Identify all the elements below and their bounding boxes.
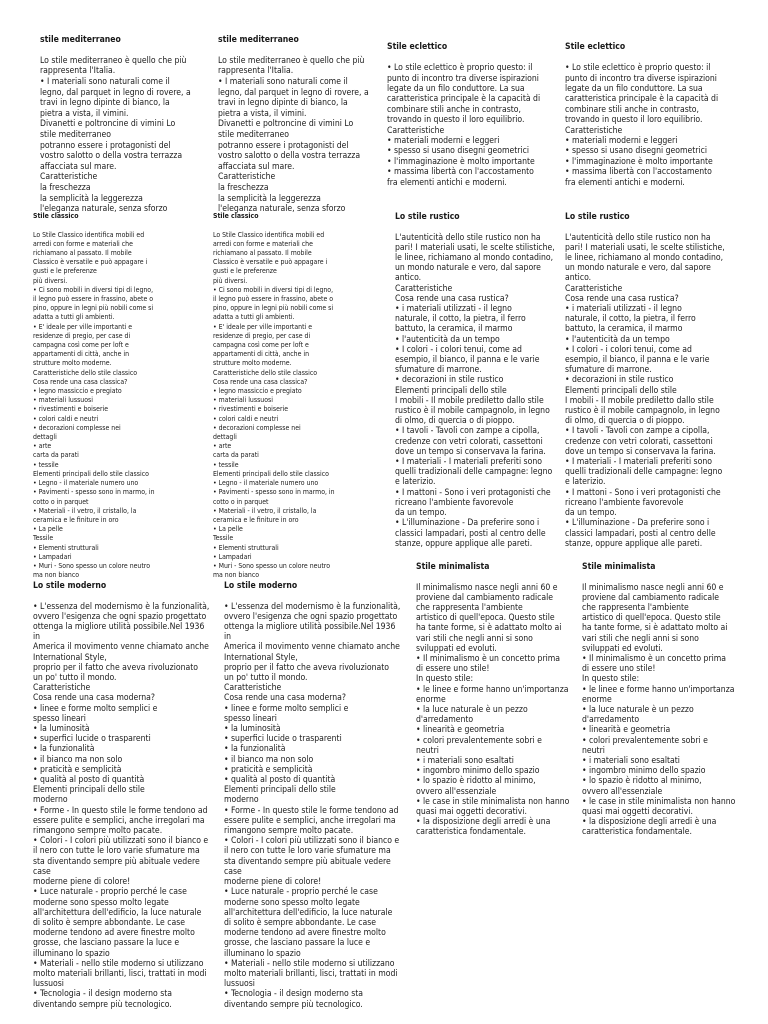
eclettico-text: • Lo stile eclettico è proprio questo: il punto di incontro tra diverse ispirazioni legate da un filo conduttore. La sua caratteristica principale è la capacità di combinare stili anche in contrasto, trovando in questo il loro equilibrio. Caratteristiche • materiali moderni e leggeri • spesso si usano disegni geometrici • l'immaginazione è molto importante • massima libertà con l'accostamento fra elementi antichi e moderni.	[387, 63, 541, 188]
minimalista-block-left	[416, 552, 586, 848]
moderno-text: • L'essenza del modernismo è la funzionalità, ovvero l'esigenza che ogni spazio progettato ottenga la migliore utilità possibile.Nel 1936 in America il movimento venne chiamato anche International Style, proprio per il fatto che aveva rivoluzionato un po' tutto il mondo. Caratteristiche Cosa rende una casa moderna? • linee e forme molto semplici e spesso lineari • la luminosità • superfici lucide o trasparenti • la funzionalità • il bianco ma non solo • praticità e semplicità • qualità al posto di quantità Elementi principali dello stile moderno • Forme - In questo stile le forme tendono ad essere pulite e semplici, anche irregolari ma rimangono sempre molto pacate. • Colori - I colori più utilizzati sono il bianco e il nero con tutte le loro varie sfumature ma sta diventando sempre più abituale vedere case moderne piene di colore! • Luce naturale - proprio perché le case moderne sono spesso molto legate all'architettura dell'edificio, la luce naturale di solito è sempre abbondante. Le case moderne tendono ad avere finestre molto grosse, che lasciano passare la luce e illuminano lo spazio • Materiali - nello stile moderno si utilizzano molto materiali brillanti, lisci, trattati in modi lussuosi • Tecnologia - il design moderno sta diventando sempre più tecnologico.	[224, 601, 401, 1010]
mediterraneo-text: Lo stile mediterraneo è quello che più rappresenta l'Italia. • I materiali sono naturali come il legno, dal parquet in legno di rovere, a travi in legno dipinte di bianco, la pietra a vista, il vimini. Divanetti e poltroncine di vimini Lo stile mediterraneo potranno essere i protagonisti del vostro salotto o della vostra terrazza affacciata sul mare. Caratteristiche la freschezza la semplicità la leggerezza l'eleganza naturale, senza sforzo	[40, 55, 191, 215]
moderno-block-right	[224, 571, 409, 1020]
eclettico-block-right	[565, 32, 745, 199]
rustico-title: Lo stile rustico	[565, 212, 630, 223]
moderno-title: Lo stile moderno	[33, 581, 107, 592]
moderno-block-left	[33, 571, 218, 1020]
rustico-text: L'autenticità dello stile rustico non ha pari! I materiali usati, le scelte stilistiche, le linee, richiamano al mondo contadino, un mondo naturale e vero, dal sapore antico. Caratteristiche Cosa rende una casa rustica? • i materiali utilizzati - il legno naturale, il cotto, la pietra, il ferro battuto, la ceramica, il marmo • l'autenticità da un tempo • I colori - i colori tenui, come ad esempio, il bianco, il panna e le varie sfumature di marrone. • decorazioni in stile rustico Elementi principali dello stile I mobili - Il mobile prediletto dallo stile rustico è il mobile campagnolo, in legno di olmo, di quercia o di pioppo. • I tavoli - Tavoli con zampe a cipolla, credenze con vetri colorati, cassettoni dove un tempo si conservava la farina. • I materiali - I materiali preferiti sono quelli tradizionali delle campagne: legno e laterizio. • I mattoni - Sono i veri protagonisti che ricreano l'ambiente favorevole da un tempo. • L'illuminazione - Da preferire sono i classici lampadari, posti al centro delle stanze, oppure applique alle pareti.	[565, 232, 725, 549]
rustico-title: Lo stile rustico	[395, 212, 460, 223]
minimalista-text: Il minimalismo nasce negli anni 60 e proviene dal cambiamento radicale che rappresenta l'ambiente artistico di quell'epoca. Questo stile ha tante forme, si è adattato molto ai vari stili che negli anni si sono sviluppati ed evoluti. • Il minimalismo è un concetto prima di essere uno stile! In questo stile: • le linee e forme hanno un'importanza enorme • la luce naturale è un pezzo d'arredamento • linearità e geometria • colori prevalentemente sobri e neutri • i materiali sono esaltati • ingombro minimo dello spazio • lo spazio è ridotto al minimo, ovvero all'essenziale • le case in stile minimalista non hanno quasi mai oggetti decorativi. • la disposizione degli arredi è una caratteristica fondamentale.	[416, 582, 570, 838]
minimalista-title: Stile minimalista	[416, 562, 490, 573]
moderno-title: Lo stile moderno	[224, 581, 298, 592]
mediterraneo-title: stile mediterraneo	[218, 34, 299, 45]
classico-block-right	[213, 203, 388, 590]
mediterraneo-block-left	[40, 24, 215, 225]
classico-text: Lo Stile Classico identifica mobili ed arredi con forme e materiali che richiamano al passato. Il mobile Classico è versatile e può appagare i gusti e le preferenze più diversi. • Ci sono mobili in diversi tipi di legno, il legno può essere in frassino, abete o pino, oppure in legni più nobili come si adatta a tutti gli ambienti. • E' ideale per ville importanti e residenze di pregio, per case di campagna così come per loft e appartamenti di città, anche in strutture molto moderne. Caratteristiche dello stile classico Cosa rende una casa classica? • legno massiccio e pregiato • materiali lussuosi • rivestimenti e boiserie • colori caldi e neutri • decorazioni complesse nei dettagli • arte carta da parati • tessile Elementi principali dello stile classico • Legno - il materiale numero uno • Pavimenti - spesso sono in marmo, in cotto o in parquet • Materiali - il vetro, il cristallo, la ceramica e le finiture in oro • La pelle Tessile • Elementi strutturali • Lampadari • Muri - Sono spesso un colore neutro ma non bianco	[33, 230, 155, 580]
rustico-block-right	[565, 202, 745, 559]
eclettico-block-left	[387, 32, 567, 199]
rustico-block-left	[395, 202, 575, 559]
eclettico-text: • Lo stile eclettico è proprio questo: il punto di incontro tra diverse ispirazioni legate da un filo conduttore. La sua caratteristica principale è la capacità di combinare stili anche in contrasto, trovando in questo il loro equilibrio. Caratteristiche • materiali moderni e leggeri • spesso si usano disegni geometrici • l'immaginazione è molto importante • massima libertà con l'accostamento fra elementi antichi e moderni.	[565, 63, 719, 188]
rustico-text: L'autenticità dello stile rustico non ha pari! I materiali usati, le scelte stilistiche, le linee, richiamano al mondo contadino, un mondo naturale e vero, dal sapore antico. Caratteristiche Cosa rende una casa rustica? • i materiali utilizzati - il legno naturale, il cotto, la pietra, il ferro battuto, la ceramica, il marmo • l'autenticità da un tempo • I colori - i colori tenui, come ad esempio, il bianco, il panna e le varie sfumature di marrone. • decorazioni in stile rustico Elementi principali dello stile I mobili - Il mobile prediletto dallo stile rustico è il mobile campagnolo, in legno di olmo, di quercia o di pioppo. • I tavoli - Tavoli con zampe a cipolla, credenze con vetri colorati, cassettoni dove un tempo si conservava la farina. • I materiali - I materiali preferiti sono quelli tradizionali delle campagne: legno e laterizio. • I mattoni - Sono i veri protagonisti che ricreano l'ambiente favorevole da un tempo. • L'illuminazione - Da preferire sono i classici lampadari, posti al centro delle stanze, oppure applique alle pareti.	[395, 232, 555, 549]
mediterraneo-block-right	[218, 24, 393, 225]
classico-title: Stile classico	[213, 212, 259, 221]
mediterraneo-title: stile mediterraneo	[40, 34, 121, 45]
eclettico-title: Stile eclettico	[387, 42, 448, 53]
eclettico-title: Stile eclettico	[565, 42, 626, 53]
classico-title: Stile classico	[33, 212, 79, 221]
classico-block-left	[33, 203, 208, 590]
minimalista-title: Stile minimalista	[582, 562, 656, 573]
classico-text: Lo Stile Classico identifica mobili ed arredi con forme e materiali che richiamano al passato. Il mobile Classico è versatile e può appagare i gusti e le preferenze più diversi. • Ci sono mobili in diversi tipi di legno, il legno può essere in frassino, abete o pino, oppure in legni più nobili come si adatta a tutti gli ambienti. • E' ideale per ville importanti e residenze di pregio, per case di campagna così come per loft e appartamenti di città, anche in strutture molto moderne. Caratteristiche dello stile classico Cosa rende una casa classica? • legno massiccio e pregiato • materiali lussuosi • rivestimenti e boiserie • colori caldi e neutri • decorazioni complesse nei dettagli • arte carta da parati • tessile Elementi principali dello stile classico • Legno - il materiale numero uno • Pavimenti - spesso sono in marmo, in cotto o in parquet • Materiali - il vetro, il cristallo, la ceramica e le finiture in oro • La pelle Tessile • Elementi strutturali • Lampadari • Muri - Sono spesso un colore neutro ma non bianco	[213, 230, 335, 580]
moderno-text: • L'essenza del modernismo è la funzionalità, ovvero l'esigenza che ogni spazio progettato ottenga la migliore utilità possibile.Nel 1936 in America il movimento venne chiamato anche International Style, proprio per il fatto che aveva rivoluzionato un po' tutto il mondo. Caratteristiche Cosa rende una casa moderna? • linee e forme molto semplici e spesso lineari • la luminosità • superfici lucide o trasparenti • la funzionalità • il bianco ma non solo • praticità e semplicità • qualità al posto di quantità Elementi principali dello stile moderno • Forme - In questo stile le forme tendono ad essere pulite e semplici, anche irregolari ma rimangono sempre molto pacate. • Colori - I colori più utilizzati sono il bianco e il nero con tutte le loro varie sfumature ma sta diventando sempre più abituale vedere case moderne piene di colore! • Luce naturale - proprio perché le case moderne sono spesso molto legate all'architettura dell'edificio, la luce naturale di solito è sempre abbondante. Le case moderne tendono ad avere finestre molto grosse, che lasciano passare la luce e illuminano lo spazio • Materiali - nello stile moderno si utilizzano molto materiali brillanti, lisci, trattati in modi lussuosi • Tecnologia - il design moderno sta diventando sempre più tecnologico.	[33, 601, 210, 1010]
minimalista-block-right	[582, 552, 752, 848]
mediterraneo-text: Lo stile mediterraneo è quello che più rappresenta l'Italia. • I materiali sono naturali come il legno, dal parquet in legno di rovere, a travi in legno dipinte di bianco, la pietra a vista, il vimini. Divanetti e poltroncine di vimini Lo stile mediterraneo potranno essere i protagonisti del vostro salotto o della vostra terrazza affacciata sul mare. Caratteristiche la freschezza la semplicità la leggerezza l'eleganza naturale, senza sforzo	[218, 55, 369, 215]
minimalista-text: Il minimalismo nasce negli anni 60 e proviene dal cambiamento radicale che rappresenta l'ambiente artistico di quell'epoca. Questo stile ha tante forme, si è adattato molto ai vari stili che negli anni si sono sviluppati ed evoluti. • Il minimalismo è un concetto prima di essere uno stile! In questo stile: • le linee e forme hanno un'importanza enorme • la luce naturale è un pezzo d'arredamento • linearità e geometria • colori prevalentemente sobri e neutri • i materiali sono esaltati • ingombro minimo dello spazio • lo spazio è ridotto al minimo, ovvero all'essenziale • le case in stile minimalista non hanno quasi mai oggetti decorativi. • la disposizione degli arredi è una caratteristica fondamentale.	[582, 582, 736, 838]
